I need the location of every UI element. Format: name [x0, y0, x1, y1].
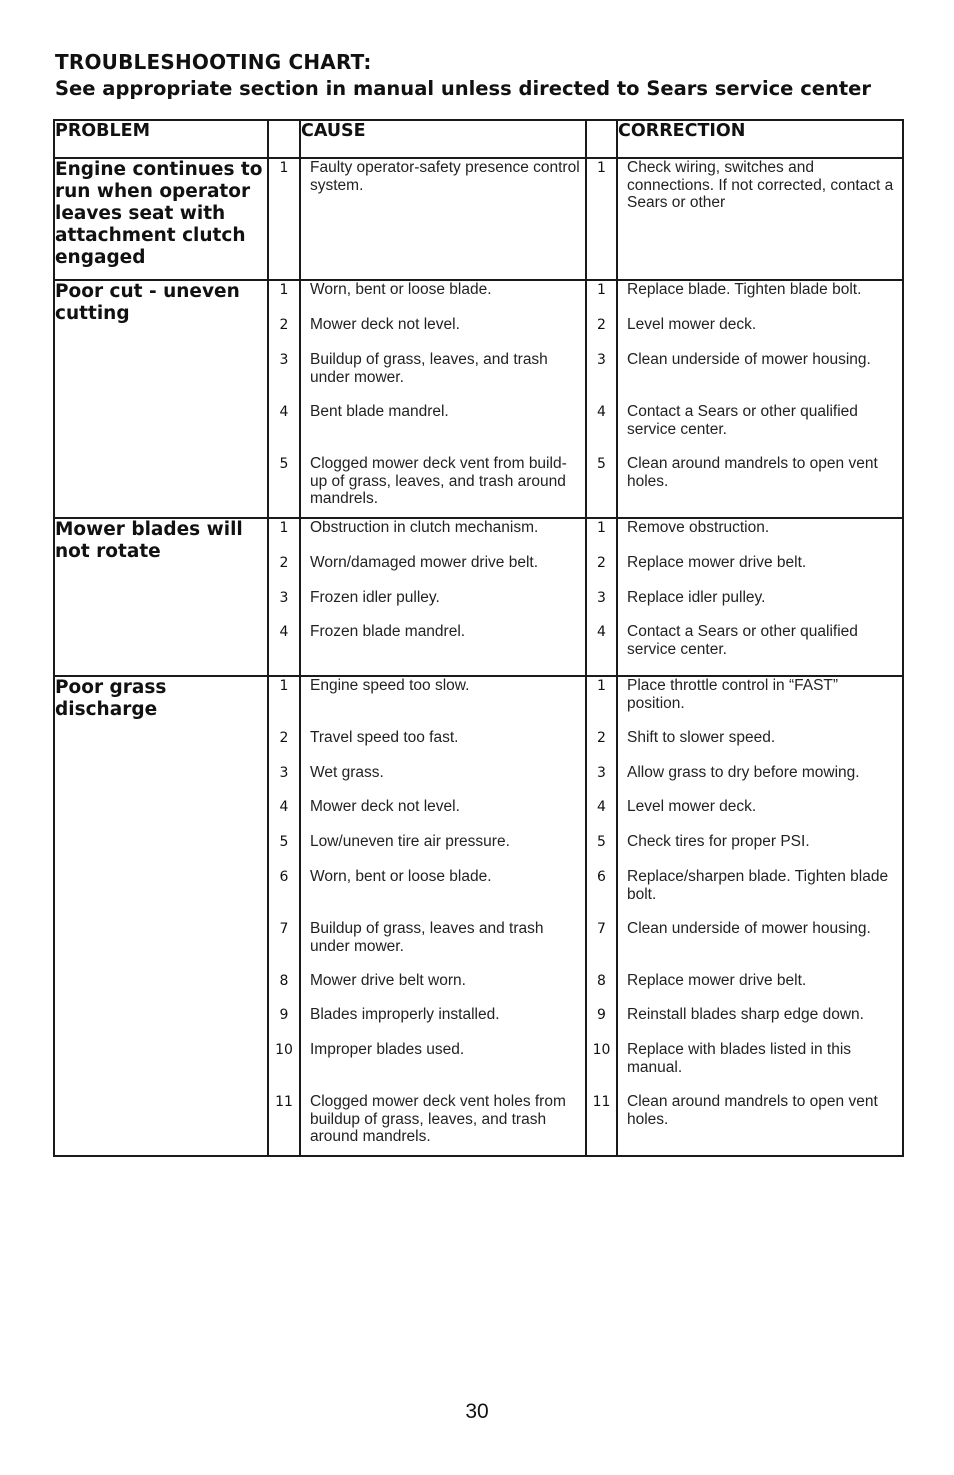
- correction-number: 2: [597, 730, 606, 746]
- correction-text: Clean around mandrels to open vent holes.: [627, 455, 878, 490]
- correction-text: Replace mower drive belt.: [627, 972, 807, 989]
- problem-row: [54, 280, 903, 518]
- correction-number: 1: [597, 678, 606, 694]
- cause-text: Improper blades used.: [310, 1041, 465, 1058]
- correction-text: Replace/sharpen blade. Tighten blade bolt.: [627, 868, 889, 903]
- page-title: TROUBLESHOOTING CHART:: [55, 50, 372, 74]
- cause-number: 2: [279, 555, 289, 571]
- correction-number: 8: [597, 973, 606, 989]
- problem-label: Poor cut - uneven cutting: [54, 280, 268, 518]
- cause-text: Frozen idler pulley.: [310, 589, 440, 606]
- page-number: 30: [465, 1400, 489, 1423]
- correction-text: Clean underside of mower housing.: [627, 920, 871, 937]
- correction-text: Clean underside of mower housing.: [627, 351, 871, 368]
- cause-number: 6: [279, 869, 289, 885]
- correction-text: Remove obstruction.: [627, 519, 770, 536]
- problem-label: Mower blades will not rotate: [54, 518, 268, 676]
- cause-text: Buildup of grass, leaves and trash under mower.: [310, 920, 544, 955]
- correction-number: 2: [597, 317, 606, 333]
- cause-text: Buildup of grass, leaves, and trash under mower.: [310, 351, 548, 386]
- cause-text: Worn/damaged mower drive belt.: [310, 554, 539, 571]
- header-correction-number: [586, 120, 617, 158]
- cause-number-column: [268, 158, 300, 280]
- cause-text: Low/uneven tire air pressure.: [310, 833, 510, 850]
- correction-number-column: [586, 676, 617, 1156]
- correction-text: Clean around mandrels to open vent holes.: [627, 1093, 878, 1128]
- correction-text: Place throttle control in “FAST” position.: [627, 677, 839, 712]
- cause-column: [300, 518, 586, 676]
- correction-number: 9: [597, 1007, 606, 1023]
- correction-column: [617, 158, 903, 280]
- cause-text: Mower deck not level.: [310, 798, 460, 815]
- cause-number: 2: [279, 317, 289, 333]
- cause-text: Faulty operator-safety presence control system.: [310, 159, 580, 194]
- table-header-row: [54, 120, 903, 158]
- header-cause: CAUSE: [300, 120, 586, 158]
- cause-number-column: [268, 676, 300, 1156]
- cause-text: Clogged mower deck vent holes from buildup of grass, leaves, and trash around mandrels.: [310, 1093, 566, 1145]
- correction-text: Reinstall blades sharp edge down.: [627, 1006, 864, 1023]
- correction-number-column: [586, 518, 617, 676]
- correction-text: Replace idler pulley.: [627, 589, 766, 606]
- correction-text: Replace blade. Tighten blade bolt.: [627, 281, 862, 298]
- correction-number: 7: [597, 921, 606, 937]
- correction-number: 5: [597, 834, 606, 850]
- cause-text: Worn, bent or loose blade.: [310, 868, 492, 885]
- problem-label: Engine continues to run when operator leaves seat with attachment clutch engaged: [54, 158, 268, 280]
- cause-column: [300, 676, 586, 1156]
- correction-number: 3: [597, 765, 606, 781]
- cause-number: 1: [279, 160, 289, 176]
- correction-text: Check wiring, switches and connections. If not corrected, contact a Sears or other: [627, 159, 894, 211]
- cause-number-column: [268, 280, 300, 518]
- correction-number: 1: [597, 520, 606, 536]
- cause-text: Obstruction in clutch mechanism.: [310, 519, 539, 536]
- correction-text: Allow grass to dry before mowing.: [627, 764, 860, 781]
- cause-text: Mower drive belt worn.: [310, 972, 466, 989]
- correction-text: Level mower deck.: [627, 316, 757, 333]
- cause-column: [300, 158, 586, 280]
- cause-text: Bent blade mandrel.: [310, 403, 449, 420]
- cause-number: 4: [279, 799, 289, 815]
- header-cause-number: [268, 120, 300, 158]
- correction-number: 3: [597, 352, 606, 368]
- correction-text: Replace mower drive belt.: [627, 554, 807, 571]
- header-problem: PROBLEM: [54, 120, 268, 158]
- correction-text: Check tires for proper PSI.: [627, 833, 810, 850]
- page-subtitle: See appropriate section in manual unless directed to Sears service center: [55, 77, 872, 100]
- header-correction: CORRECTION: [617, 120, 903, 158]
- cause-number: 11: [275, 1094, 293, 1110]
- correction-number: 1: [597, 160, 606, 176]
- cause-text: Frozen blade mandrel.: [310, 623, 466, 640]
- cause-number: 2: [279, 730, 289, 746]
- cause-text: Worn, bent or loose blade.: [310, 281, 492, 298]
- cause-number: 5: [279, 456, 289, 472]
- correction-text: Contact a Sears or other qualified service center.: [627, 623, 858, 658]
- correction-text: Level mower deck.: [627, 798, 757, 815]
- cause-number: 3: [279, 590, 289, 606]
- cause-text: Engine speed too slow.: [310, 677, 470, 694]
- cause-number: 3: [279, 352, 289, 368]
- correction-number: 11: [592, 1094, 611, 1110]
- correction-text: Replace with blades listed in this manual.: [627, 1041, 852, 1076]
- cause-text: Mower deck not level.: [310, 316, 460, 333]
- correction-number: 4: [597, 404, 606, 420]
- cause-text: Travel speed too fast.: [310, 729, 459, 746]
- correction-number: 4: [597, 799, 606, 815]
- correction-number-column: [586, 158, 617, 280]
- correction-number: 6: [597, 869, 606, 885]
- problem-row: [54, 676, 903, 1156]
- cause-number-column: [268, 518, 300, 676]
- problem-label: Poor grass discharge: [54, 676, 268, 1156]
- cause-number: 8: [279, 973, 289, 989]
- correction-number: 10: [592, 1042, 611, 1058]
- cause-text: Blades improperly installed.: [310, 1006, 500, 1023]
- correction-number: 5: [597, 456, 606, 472]
- correction-column: [617, 518, 903, 676]
- cause-number: 4: [279, 404, 289, 420]
- cause-number: 1: [279, 520, 289, 536]
- page-header: [55, 50, 915, 102]
- cause-text: Wet grass.: [310, 764, 384, 781]
- troubleshooting-table: [53, 119, 904, 1157]
- cause-number: 5: [279, 834, 289, 850]
- cause-number: 10: [275, 1042, 293, 1058]
- cause-number: 1: [279, 678, 289, 694]
- problem-row: [54, 158, 903, 280]
- correction-number-column: [586, 280, 617, 518]
- cause-text: Clogged mower deck vent from build-up of grass, leaves, and trash around mandrels.: [310, 455, 567, 507]
- cause-column: [300, 280, 586, 518]
- cause-number: 4: [279, 624, 289, 640]
- correction-number: 1: [597, 282, 606, 298]
- correction-text: Contact a Sears or other qualified service center.: [627, 403, 858, 438]
- cause-number: 1: [279, 282, 289, 298]
- correction-column: [617, 676, 903, 1156]
- correction-number: 4: [597, 624, 606, 640]
- correction-number: 2: [597, 555, 606, 571]
- table-body: [54, 158, 903, 1156]
- problem-row: [54, 518, 903, 676]
- cause-number: 7: [279, 921, 289, 937]
- correction-text: Shift to slower speed.: [627, 729, 776, 746]
- cause-number: 3: [279, 765, 289, 781]
- correction-column: [617, 280, 903, 518]
- cause-number: 9: [279, 1007, 289, 1023]
- correction-number: 3: [597, 590, 606, 606]
